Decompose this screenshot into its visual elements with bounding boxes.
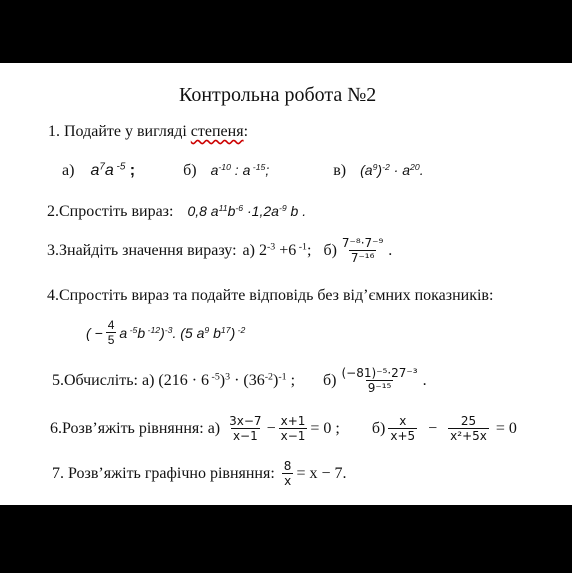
- q1-v-expression: $(a^9)^{-2} \cdot a^{20}$.: [360, 162, 424, 178]
- q3-b-label: б): [323, 241, 337, 259]
- q4-open-paren: ( −: [86, 324, 103, 341]
- q6-prompt: 6.Розв’яжіть рівняння: а): [50, 419, 221, 437]
- q6-a-end: = 0 ;: [310, 419, 340, 437]
- q7-line: [52, 460, 346, 487]
- worksheet-page: [0, 63, 572, 505]
- q3-prompt: 3.Знайдіть значення виразу:: [47, 241, 237, 259]
- q1-v-label: в): [333, 162, 347, 179]
- q7-denominator: x: [284, 474, 292, 488]
- q4-fraction-denominator: 5: [107, 333, 115, 347]
- q6-a-minus: −: [266, 419, 276, 437]
- q3-b-end: .: [388, 241, 393, 259]
- q6-a-fraction-1: [227, 415, 263, 442]
- q6-a-f1-numerator: 3x−7: [229, 414, 262, 428]
- q7-end: = x − 7.: [296, 464, 347, 482]
- q1-prompt: 1. Подайте у вигляді степеня:: [48, 123, 249, 140]
- q6-b-fraction-2: [448, 415, 489, 442]
- q7-numerator: 8: [283, 459, 292, 473]
- q2-prompt: 2.Спростіть вираз:: [47, 203, 174, 220]
- q5-b-fraction: [340, 367, 420, 394]
- q6-b-label: б): [371, 419, 386, 437]
- q6-b-fraction-1: [388, 415, 417, 442]
- q5-b-numerator: (−81)⁻⁵·27⁻³: [341, 366, 418, 380]
- q1-text: [48, 124, 248, 140]
- q6-b-f2-denominator: x²+5x: [450, 429, 487, 443]
- q6-b-f1-numerator: x: [399, 414, 407, 428]
- q7-prompt: 7. Розв’яжіть графічно рівняння:: [52, 464, 275, 482]
- q4-fraction-numerator: 4: [107, 318, 115, 332]
- q5-b-denominator: 9⁻¹⁵: [367, 381, 392, 395]
- q4-expression-body: a $^{-5}$b $^{-12}$)$^{-3}$. (5 $a^9$ $b^{17}$) $^{-2}$: [119, 324, 246, 341]
- q6-a-f2-numerator: x+1: [280, 414, 306, 428]
- q6-b-end: = 0: [495, 419, 517, 437]
- q3-b-numerator: 7⁻⁸·7⁻⁹: [341, 236, 384, 250]
- q1-a-label: а): [62, 162, 75, 179]
- q6-b-f1-denominator: x+5: [390, 429, 416, 443]
- q5-line: [52, 367, 427, 394]
- q5-b-label: б): [323, 371, 337, 389]
- q7-fraction: [282, 460, 294, 487]
- q3-line: [47, 237, 392, 264]
- q6-a-fraction-2: [279, 415, 308, 442]
- q4-fraction: [106, 319, 117, 346]
- q2-expression: 0,8 $a^{11}b^{-6} \cdot 1,2a^{-9}$ b .: [187, 203, 307, 219]
- q3-b-denominator: 7⁻¹⁶: [350, 251, 375, 265]
- q3-b-fraction: [340, 237, 385, 264]
- q6-b-f2-numerator: 25: [460, 414, 477, 428]
- q6-line: [50, 415, 517, 442]
- q1-b-expression: $a^{-10}$ : a $^{-15}$;: [210, 162, 270, 178]
- q3-a-expression: $2^{-3} +6$ $^{-1}$;: [258, 241, 312, 259]
- q4-expression: [86, 319, 245, 346]
- q6-a-f1-denominator: x−1: [232, 429, 258, 443]
- q1-a-expression: $a^7a$ $^{-5}$ ;: [90, 161, 136, 179]
- q2-line: [47, 204, 306, 220]
- q3-a-label: а): [242, 241, 255, 259]
- q6-b-minus: −: [428, 419, 438, 437]
- q5-prompt: 5.Обчисліть: а) (216 · 6 $^{-5})^3 \cdot (36^{-2})^{-1}$ ;: [52, 371, 296, 389]
- q4-prompt: 4.Спростіть вираз та подайте відповідь без від’ємних показників:: [47, 287, 494, 304]
- q1-b-label: б): [183, 162, 197, 179]
- q1-options: [62, 163, 424, 179]
- q6-a-f2-denominator: x−1: [280, 429, 306, 443]
- page-title: Контрольна робота №2: [179, 84, 377, 106]
- q5-b-end: .: [422, 371, 427, 389]
